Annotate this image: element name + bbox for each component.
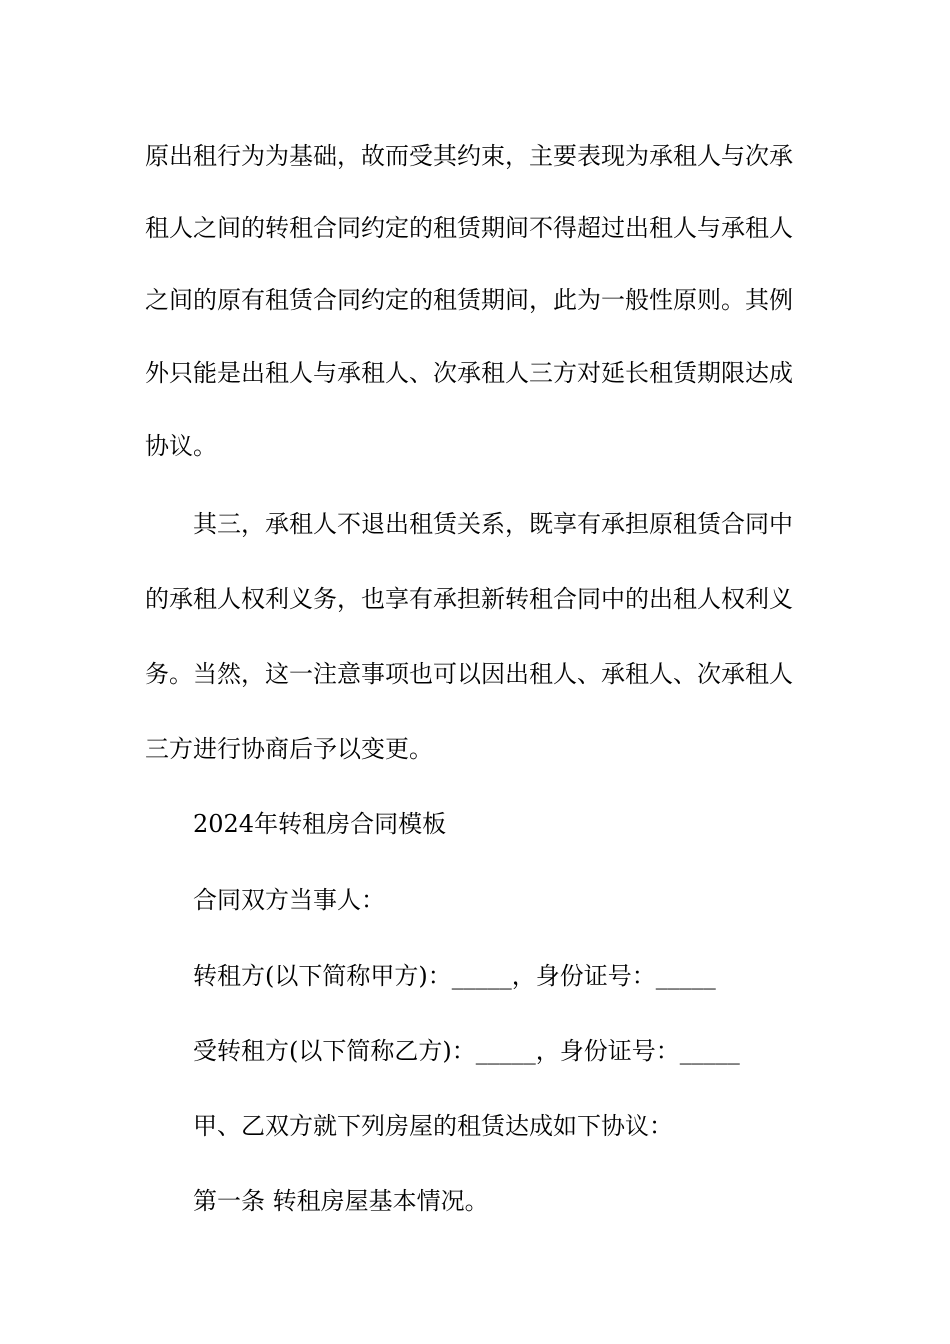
paragraph-line: 租人之间的转租合同约定的租赁期间不得超过出租人与承租人 xyxy=(145,214,793,242)
party-a-line: 转租方(以下简称甲方)：_____，身份证号：_____ xyxy=(193,962,716,990)
paragraph-line: 协议。 xyxy=(145,432,217,460)
party-b-line: 受转租方(以下简称乙方)：_____，身份证号：_____ xyxy=(193,1037,740,1065)
paragraph-line: 的承租人权利义务，也享有承担新转租合同中的出租人权利义 xyxy=(145,585,793,613)
paragraph-line: 外只能是出租人与承租人、次承租人三方对延长租赁期限达成 xyxy=(145,359,793,387)
article-one-heading: 第一条 转租房屋基本情况。 xyxy=(193,1187,489,1215)
paragraph-line: 之间的原有租赁合同约定的租赁期间，此为一般性原则。其例 xyxy=(145,286,793,314)
contract-title: 2024年转租房合同模板 xyxy=(193,810,447,838)
paragraph-line: 其三，承租人不退出租赁关系，既享有承担原租赁合同中 xyxy=(193,510,793,538)
paragraph-line: 原出租行为为基础，故而受其约束，主要表现为承租人与次承 xyxy=(145,142,793,170)
agreement-intro: 甲、乙双方就下列房屋的租赁达成如下协议： xyxy=(193,1112,673,1140)
paragraph-line: 三方进行协商后予以变更。 xyxy=(145,735,433,763)
parties-heading: 合同双方当事人： xyxy=(193,886,385,914)
paragraph-line: 务。当然，这一注意事项也可以因出租人、承租人、次承租人 xyxy=(145,660,793,688)
